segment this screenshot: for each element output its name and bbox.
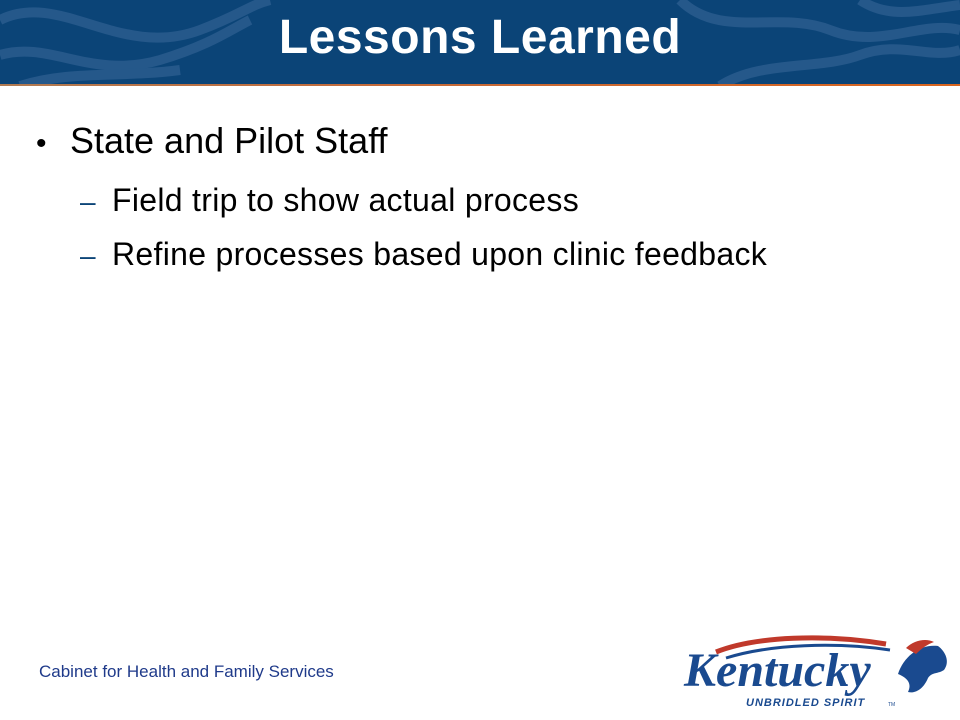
bullet-item <box>36 120 388 162</box>
kentucky-logo <box>676 634 952 712</box>
sub-bullet-text: Refine processes based upon clinic feedback <box>112 236 768 272</box>
sub-bullet-item <box>80 182 579 219</box>
footer-text: Cabinet for Health and Family Services <box>39 662 334 681</box>
horse-head-icon <box>898 646 947 693</box>
dash-icon: – <box>80 240 96 271</box>
bullet-text: State and Pilot Staff <box>70 120 388 161</box>
logo-tagline: UNBRIDLED SPIRIT <box>746 697 866 709</box>
sub-bullet-item <box>80 236 767 273</box>
dash-icon: – <box>80 186 96 217</box>
logo-trademark: TM <box>888 702 896 708</box>
bullet-dot-icon: • <box>36 127 47 160</box>
logo-wordmark: Kentucky <box>684 644 871 697</box>
slide-title: Lessons Learned <box>278 11 682 64</box>
sub-bullet-text: Field trip to show actual process <box>112 182 579 218</box>
